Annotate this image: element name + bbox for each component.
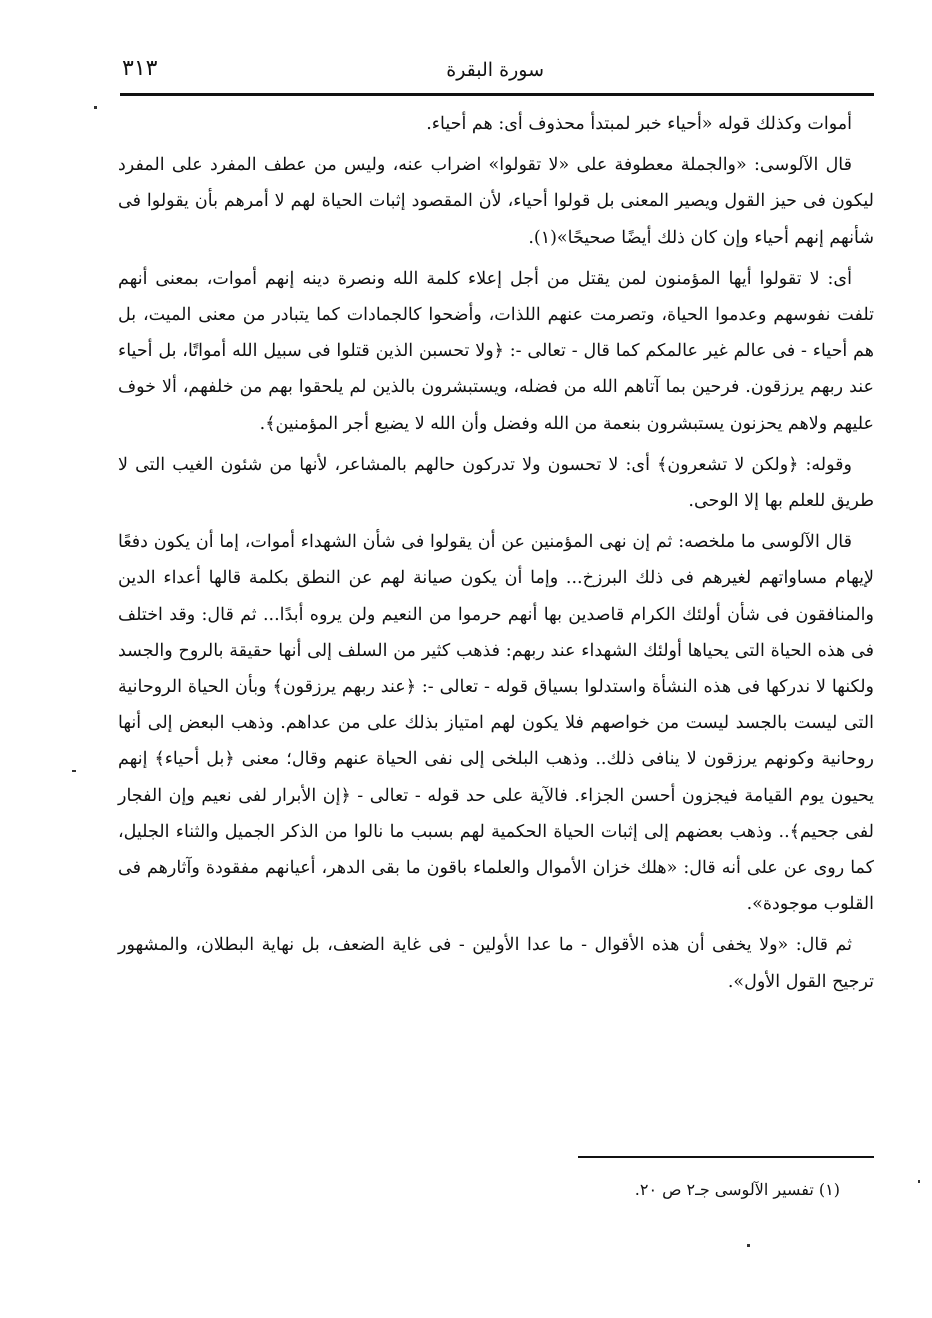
paragraph: ثم قال: «ولا يخفى أن هذه الأقوال - ما عدا الأولين - فى غاية الضعف، بل نهاية البطلان، والمشهور ترجيح القول الأول».	[118, 935, 874, 992]
header-divider	[120, 93, 874, 96]
paragraph: أى: لا تقولوا أيها المؤمنون لمن يقتل من أجل إعلاء كلمة الله ونصرة دينه إنهم أموات، بمعنى أنهم تلفت نفوسهم وعدموا الحياة، وتصرمت عنهم اللذات، وأضحوا كالجمادات كما يتبادر من معنى الميت، بل هم أحياء - فى عالم غير عالمكم كما قال - تعالى -: ﴿ولا تحسبن الذين قتلوا فى سبيل الله أمواتًا، بل أحياء عند ربهم يرزقون. فرحين بما آتاهم الله من فضله، ويستبشرون بالذين لم يلحقوا بهم من خلفهم، ألا خوف عليهم ولاهم يحزنون يستبشرون بنعمة من الله وفضل وأن الله لا يضيع أجر المؤمنين﴾.	[118, 268, 874, 434]
scan-speck	[918, 1180, 920, 1183]
paragraph: وقوله: ﴿ولكن لا تشعرون﴾ أى: لا تحسون ولا تدركون حالهم بالمشاعر، لأنها من شئون الغيب التى لا طريق للعلم بها إلا الوحى.	[118, 454, 874, 512]
footnote-divider	[578, 1156, 874, 1158]
scan-speck	[94, 106, 97, 109]
scan-speck	[747, 1244, 750, 1247]
paragraph: قال الآلوسى ما ملخصه: ثم إن نهى المؤمنين عن أن يقولوا فى شأن الشهداء أموات، إما أن يكون دفعًا لإيهام مساواتهم لغيرهم فى ذلك البرزخ... وإما أن يكون صيانة لهم عن النطق بكلمة قالها أعداء الدين والمنافقون فى شأن أولئك الكرام قاصدين بها أنهم حرموا من النعيم ولن يروه أبدًا... ثم قال: وقد اختلف فى هذه الحياة التى يحياها أولئك الشهداء عند ربهم: فذهب كثير من السلف إلى أنها حقيقة بالروح والجسد ولكنها لا ندركها فى هذه النشأة واستدلوا بسياق قوله - تعالى -: ﴿عند ربهم يرزقون﴾ وبأن الحياة الروحانية التى ليست بالجسد ليست من خواصهم فلا يكون لهم امتياز بذلك على من عداهم. وذهب البعض إلى أنها روحانية وكونهم يرزقون لا ينافى ذلك.. وذهب البلخى إلى نفى الحياة عنهم وقال؛ معنى ﴿بل أحياء﴾ إنهم يحيون يوم القيامة فيجزون أحسن الجزاء. فالآية على حد قوله - تعالى - ﴿إن الأبرار لفى نعيم وإن الفجار لفى جحيم﴾.. وذهب بعضهم إلى إثبات الحياة الحكمية لهم بسبب ما نالوا من الذكر الجميل والثناء الجليل، كما روى عن على أنه قال: «هلك خزان الأموال والعلماء باقون ما بقى الدهر، أعيانهم مفقودة وآثارهم فى القلوب موجودة».	[118, 532, 874, 915]
scan-speck	[72, 770, 76, 772]
page-header	[120, 52, 874, 92]
paragraph: أموات وكذلك قوله «أحياء خبر لمبتدأ محذوف أى: هم أحياء.	[426, 114, 852, 134]
main-text	[118, 106, 874, 1000]
surah-title: سورة البقرة	[446, 59, 544, 81]
page-number: ٣١٣	[122, 56, 158, 81]
footnote: (١) تفسير الآلوسى جـ٢ ص ٢٠.	[634, 1180, 840, 1199]
paragraph: قال الآلوسى: «والجملة معطوفة على «لا تقولوا» اضراب عنه، وليس من عطف المفرد على المفرد ليكون فى حيز القول ويصير المعنى بل قولوا أحياء، لأن المقصود إثبات الحياة لهم لا أمرهم بأن يقولوا فى شأنهم إنهم أحياء وإن كان ذلك أيضًا صحيحًا»(١).	[118, 155, 874, 248]
